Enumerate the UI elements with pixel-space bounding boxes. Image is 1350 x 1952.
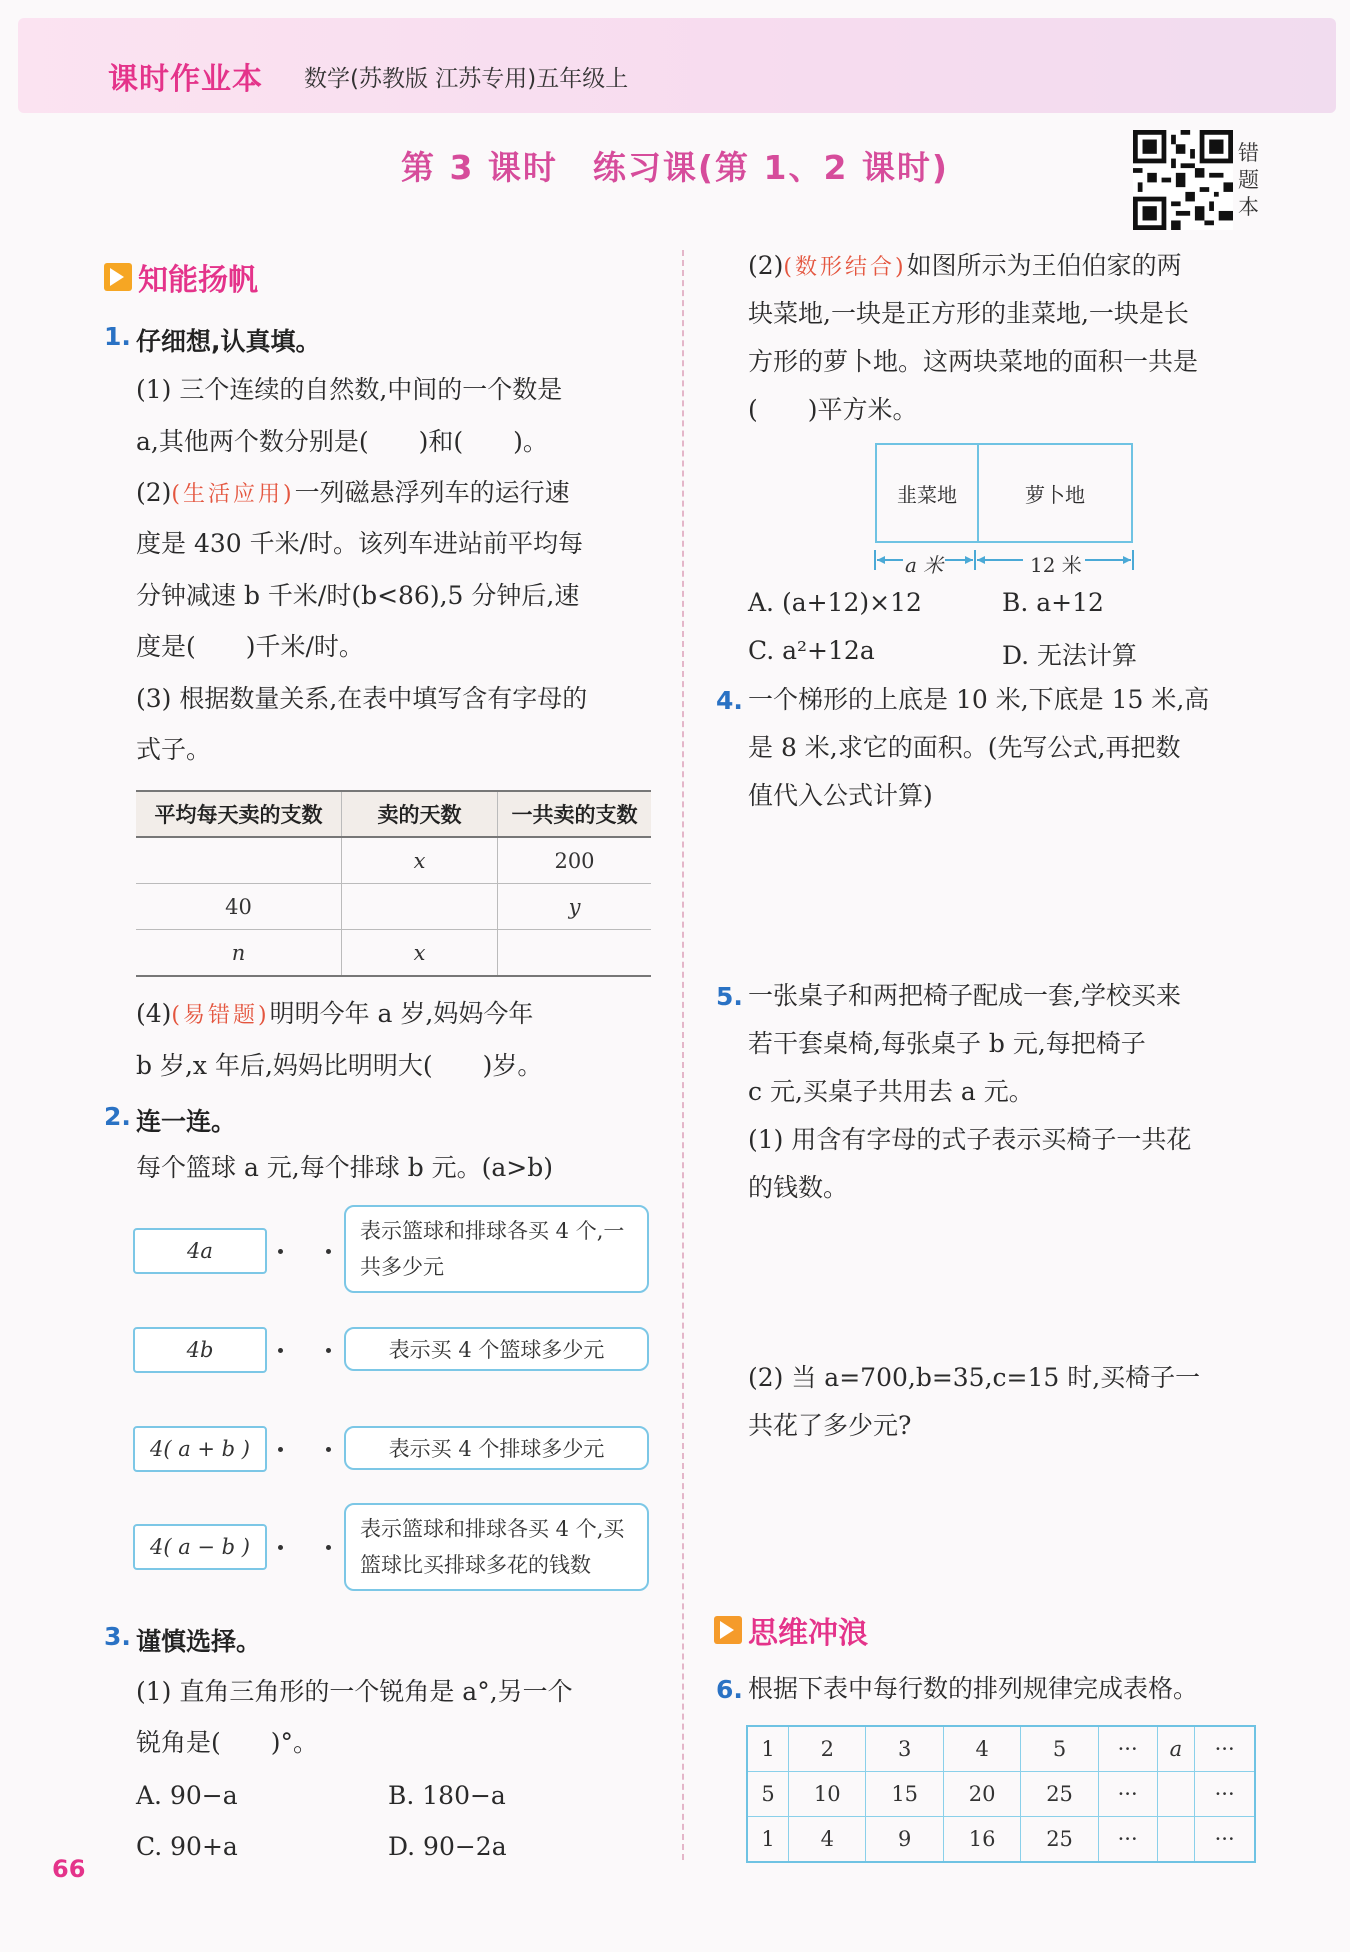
q3-p2-pre: (2) xyxy=(748,251,784,280)
page-number: 66 xyxy=(52,1855,86,1883)
table-cell: ··· xyxy=(1195,1817,1255,1863)
table-cell: x xyxy=(342,837,498,884)
table-cell: 25 xyxy=(1021,1817,1098,1863)
qr-code-icon[interactable] xyxy=(1133,130,1233,230)
q1-p1b: a,其他两个数分别是( )和( )。 xyxy=(136,427,548,456)
tag-error-prone: (易错题) xyxy=(171,1003,270,1028)
connect-dot[interactable] xyxy=(278,1447,283,1452)
q3-2-option-b[interactable]: B. a+12 xyxy=(1002,588,1104,617)
section-title-left-text: 知能扬帆 xyxy=(138,263,258,298)
column-divider xyxy=(682,250,684,1860)
sail-icon xyxy=(104,263,132,291)
q3-1-option-c[interactable]: C. 90+a xyxy=(136,1832,238,1861)
table-cell: x xyxy=(342,930,498,977)
table-cell: 9 xyxy=(866,1817,943,1863)
table-cell: 16 xyxy=(943,1817,1020,1863)
chive-plot: 韭菜地 xyxy=(877,445,979,541)
q3-heading: 谨慎选择。 xyxy=(136,1627,262,1656)
table-row xyxy=(747,1817,1255,1863)
tag-life-application: (生活应用) xyxy=(171,482,295,507)
q3-p2c: 方形的萝卜地。这两块菜地的面积一共是 xyxy=(748,347,1199,376)
connect-right-item[interactable]: 表示买 4 个篮球多少元 xyxy=(344,1327,649,1371)
table-cell[interactable] xyxy=(498,930,652,977)
subject-title: 数学(苏教版 江苏专用)五年级上 xyxy=(304,66,629,92)
q1-heading: 仔细想,认真填。 xyxy=(136,327,321,356)
section-title-right xyxy=(714,1608,868,1652)
q5-line4: (1) 用含有字母的式子表示买椅子一共花 xyxy=(748,1125,1192,1154)
table-cell: 5 xyxy=(747,1772,789,1817)
q4-line3: 值代入公式计算) xyxy=(748,781,933,810)
q3-number: 3. xyxy=(104,1622,131,1651)
connect-dot[interactable] xyxy=(326,1249,331,1254)
table-row xyxy=(136,884,651,930)
q1-number: 1. xyxy=(104,322,131,351)
q5-line5: 的钱数。 xyxy=(748,1173,849,1202)
connect-dot[interactable] xyxy=(278,1545,283,1550)
q1-p3: (3) 根据数量关系,在表中填写含有字母的 xyxy=(136,684,588,713)
table-cell: 15 xyxy=(866,1772,943,1817)
q6-table xyxy=(746,1725,1256,1863)
table-cell: 4 xyxy=(943,1726,1020,1772)
q3-p2-rest: 如图所示为王伯伯家的两 xyxy=(906,251,1182,280)
table-row xyxy=(136,837,651,884)
dimension-a: a 米 xyxy=(905,553,944,577)
connect-right-item[interactable]: 表示篮球和排球各买 4 个,买篮球比买排球多花的钱数 xyxy=(344,1503,649,1591)
table-cell[interactable] xyxy=(1157,1772,1195,1817)
table-cell: ··· xyxy=(1098,1817,1157,1863)
table-cell[interactable] xyxy=(342,884,498,930)
section-title-right-text: 思维冲浪 xyxy=(748,1616,868,1651)
radish-plot: 萝卜地 xyxy=(1025,482,1085,507)
q6-number: 6. xyxy=(716,1675,743,1704)
table-header-row xyxy=(136,791,651,837)
connect-dot[interactable] xyxy=(326,1447,331,1452)
q1-p3b: 式子。 xyxy=(136,735,212,764)
wave-icon xyxy=(714,1616,742,1644)
connect-dot[interactable] xyxy=(278,1348,283,1353)
table-row xyxy=(747,1772,1255,1817)
q3-1-option-a[interactable]: A. 90−a xyxy=(136,1781,238,1810)
table-cell: 3 xyxy=(866,1726,943,1772)
table-cell: y xyxy=(498,884,652,930)
q3-2-option-d[interactable]: D. 无法计算 xyxy=(1002,641,1138,670)
connect-dot[interactable] xyxy=(326,1545,331,1550)
table-cell: ··· xyxy=(1195,1726,1255,1772)
q1-p1: (1) 三个连续的自然数,中间的一个数是 xyxy=(136,375,563,404)
table-cell[interactable] xyxy=(136,837,342,884)
q2-number: 2. xyxy=(104,1102,131,1131)
connect-right-item[interactable]: 表示篮球和排球各买 4 个,一共多少元 xyxy=(344,1205,649,1293)
q6-heading: 根据下表中每行数的排列规律完成表格。 xyxy=(748,1674,1199,1703)
section-title-left xyxy=(104,255,258,299)
connect-dot[interactable] xyxy=(278,1249,283,1254)
table-row xyxy=(136,930,651,977)
q3-p2b: 块菜地,一块是正方形的韭菜地,一块是长 xyxy=(748,299,1189,328)
table-cell: 40 xyxy=(136,884,342,930)
table-header: 一共卖的支数 xyxy=(498,791,652,837)
table-cell: 20 xyxy=(943,1772,1020,1817)
qr-label: 错题本 xyxy=(1238,141,1259,219)
connect-right-item[interactable]: 表示买 4 个排球多少元 xyxy=(344,1426,649,1470)
tag-number-shape: (数形结合) xyxy=(783,255,907,280)
q5-line2: 若干套桌椅,每张桌子 b 元,每把椅子 xyxy=(748,1029,1146,1058)
q1-p2-rest: 一列磁悬浮列车的运行速 xyxy=(294,478,570,507)
q2-intro: 每个篮球 a 元,每个排球 b 元。(a>b) xyxy=(136,1153,554,1182)
table-cell: a xyxy=(1157,1726,1195,1772)
table-cell: 1 xyxy=(747,1726,789,1772)
table-cell: 4 xyxy=(789,1817,866,1863)
q3-p1: (1) 直角三角形的一个锐角是 a°,另一个 xyxy=(136,1677,573,1706)
q1-p4-pre: (4) xyxy=(136,999,172,1028)
connect-dot[interactable] xyxy=(326,1348,331,1353)
q1-p4 xyxy=(136,988,533,1041)
q5-line1: 一张桌子和两把椅子配成一套,学校买来 xyxy=(748,981,1181,1010)
q5-number: 5. xyxy=(716,982,743,1011)
table-cell: ··· xyxy=(1195,1772,1255,1817)
q1-p2b: 度是 430 千米/时。该列车进站前平均每 xyxy=(136,529,584,558)
q5-line3: c 元,买桌子共用去 a 元。 xyxy=(748,1077,1034,1106)
q3-p2 xyxy=(748,240,1182,293)
q4-line2: 是 8 米,求它的面积。(先写公式,再把数 xyxy=(748,733,1181,762)
q5-line6: (2) 当 a=700,b=35,c=15 时,买椅子一 xyxy=(748,1363,1201,1392)
q1-table xyxy=(136,790,651,977)
table-cell: 2 xyxy=(789,1726,866,1772)
q4-line1: 一个梯形的上底是 10 米,下底是 15 米,高 xyxy=(748,685,1210,714)
table-cell: 1 xyxy=(747,1817,789,1863)
q3-1-option-b[interactable]: B. 180−a xyxy=(388,1781,506,1810)
q3-1-option-d[interactable]: D. 90−2a xyxy=(388,1832,507,1861)
dimension-12: 12 米 xyxy=(1030,553,1082,577)
q1-p2 xyxy=(136,467,570,520)
q3-2-option-a[interactable]: A. (a+12)×12 xyxy=(748,588,922,617)
table-cell: 5 xyxy=(1021,1726,1098,1772)
q1-p4b: b 岁,x 年后,妈妈比明明大( )岁。 xyxy=(136,1051,543,1080)
table-cell: ··· xyxy=(1098,1726,1157,1772)
connect-left-item[interactable]: 4b xyxy=(133,1327,267,1373)
connect-left-item[interactable]: 4( a + b ) xyxy=(133,1426,267,1472)
q3-2-option-c[interactable]: C. a²+12a xyxy=(748,636,875,665)
q1-p2-pre: (2) xyxy=(136,478,172,507)
table-header: 平均每天卖的支数 xyxy=(136,791,342,837)
q3-p2d: ( )平方米。 xyxy=(748,395,918,424)
lesson-title: 第 3 课时 练习课(第 1、2 课时) xyxy=(400,148,949,187)
table-cell[interactable] xyxy=(1157,1817,1195,1863)
table-cell: 25 xyxy=(1021,1772,1098,1817)
q5-line7: 共花了多少元? xyxy=(748,1411,912,1440)
table-cell: n xyxy=(136,930,342,977)
table-cell: ··· xyxy=(1098,1772,1157,1817)
connect-left-item[interactable]: 4( a − b ) xyxy=(133,1524,267,1570)
q1-p4-rest: 明明今年 a 岁,妈妈今年 xyxy=(269,999,534,1028)
q4-number: 4. xyxy=(716,686,743,715)
q1-p2c: 分钟减速 b 千米/时(b<86),5 分钟后,速 xyxy=(136,581,580,610)
q1-p2d: 度是( )千米/时。 xyxy=(136,632,364,661)
table-header: 卖的天数 xyxy=(342,791,498,837)
table-row xyxy=(747,1726,1255,1772)
q3-p1b: 锐角是( )°。 xyxy=(136,1728,319,1757)
garden-figure xyxy=(875,443,1133,543)
q2-heading: 连一连。 xyxy=(136,1107,237,1136)
table-cell: 200 xyxy=(498,837,652,884)
connect-left-item[interactable]: 4a xyxy=(133,1228,267,1274)
brand-title: 课时作业本 xyxy=(108,62,263,97)
table-cell: 10 xyxy=(789,1772,866,1817)
